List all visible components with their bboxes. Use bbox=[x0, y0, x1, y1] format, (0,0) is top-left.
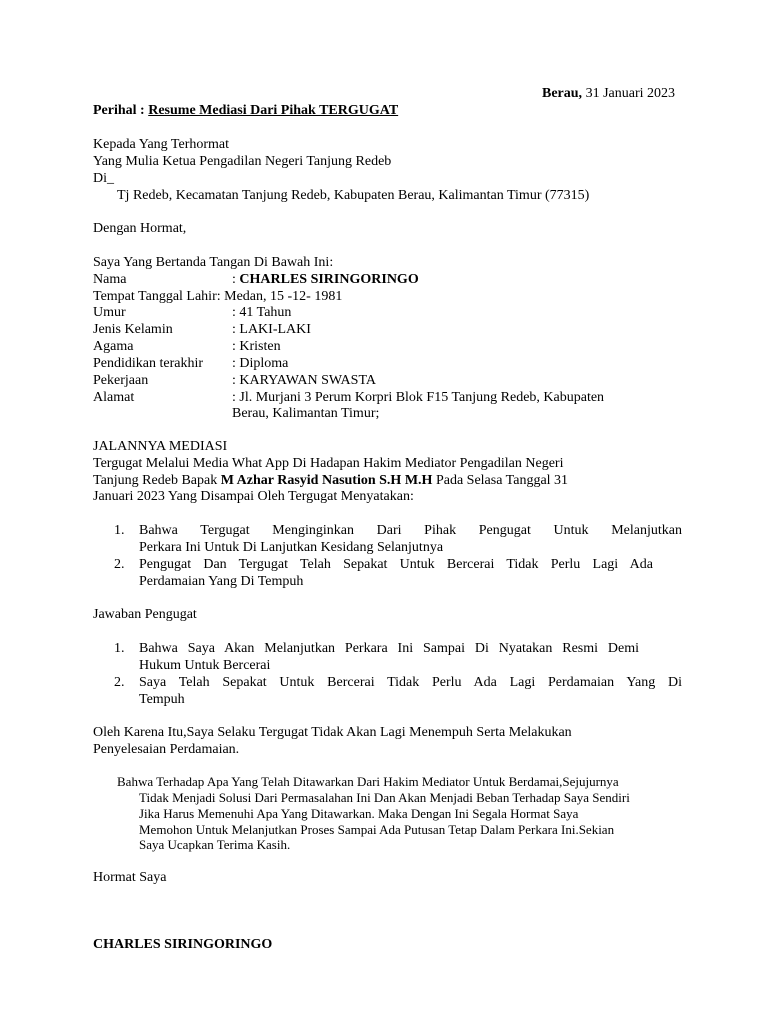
signatory-name: CHARLES SIRINGORINGO bbox=[93, 937, 273, 952]
field-label: Jenis Kelamin bbox=[93, 322, 173, 337]
mediation-para-line-1: Tergugat Melalui Media What App Di Hadapan Hakim Mediator Pengadilan Negeri bbox=[93, 456, 564, 471]
field-label: Nama bbox=[93, 272, 127, 287]
answer-heading: Jawaban Pengugat bbox=[93, 607, 197, 622]
field-umur bbox=[93, 305, 291, 322]
field-sep: : bbox=[232, 339, 240, 354]
field-sep: : bbox=[232, 356, 240, 371]
field-label: Tempat Tanggal Lahir bbox=[93, 289, 217, 304]
field-alamat bbox=[93, 390, 604, 407]
field-ttl bbox=[93, 289, 342, 306]
field-agama bbox=[93, 339, 281, 356]
list-item-line: Pengugat Dan Tergugat Telah Sepakat Untuk Bercerai Tidak Perlu Lagi Ada bbox=[139, 557, 653, 572]
subject-line bbox=[93, 103, 398, 120]
mediation-heading: JALANNYA MEDIASI bbox=[93, 439, 228, 454]
field-label: Pekerjaan bbox=[93, 373, 149, 388]
list-item-line: Perdamaian Yang Di Tempuh bbox=[139, 574, 304, 589]
list-number: 2. bbox=[114, 675, 125, 690]
field-alamat-cont: Berau, Kalimantan Timur; bbox=[232, 406, 380, 421]
mediation-para-line-3: Januari 2023 Yang Disampai Oleh Tergugat Menyatakan: bbox=[93, 489, 414, 504]
regards: Hormat Saya bbox=[93, 870, 167, 885]
field-value: KARYAWAN SWASTA bbox=[239, 373, 376, 388]
field-value: LAKI-LAKI bbox=[239, 322, 311, 337]
list-item-line: Perkara Ini Untuk Di Lanjutkan Kesidang Selanjutnya bbox=[139, 540, 444, 555]
field-nama bbox=[93, 272, 419, 289]
field-sep: : bbox=[216, 289, 225, 304]
closing-line-2: Tidak Menjadi Solusi Dari Permasalahan Ini Dan Akan Menjadi Beban Terhadap Saya Sendiri bbox=[139, 790, 630, 805]
subject-value: Resume Mediasi Dari Pihak TERGUGAT bbox=[148, 103, 399, 118]
field-sep: : bbox=[232, 390, 240, 405]
field-label: Alamat bbox=[93, 390, 135, 405]
field-sep: : bbox=[232, 373, 240, 388]
list-item-line: Saya Telah Sepakat Untuk Bercerai Tidak Perlu Ada Lagi Perdamaian Yang Di bbox=[139, 675, 682, 690]
mediation-para-line-2 bbox=[93, 473, 568, 490]
greeting: Dengan Hormat, bbox=[93, 221, 187, 236]
field-value: Kristen bbox=[239, 339, 281, 354]
subject-label: Perihal : bbox=[93, 103, 145, 118]
list-item-line: Tempuh bbox=[139, 692, 185, 707]
list-number: 1. bbox=[114, 641, 125, 656]
field-sep: : bbox=[232, 272, 240, 287]
addressee-line-3: Di_ bbox=[93, 171, 114, 186]
field-pekerjaan bbox=[93, 373, 376, 390]
field-jenis-kelamin bbox=[93, 322, 311, 339]
field-sep: : bbox=[232, 305, 240, 320]
mediation-text: Tanjung Redeb Bapak bbox=[93, 473, 221, 488]
list-number: 1. bbox=[114, 523, 125, 538]
field-value: CHARLES SIRINGORINGO bbox=[239, 272, 419, 287]
closing-line-1: Bahwa Terhadap Apa Yang Telah Ditawarkan Dari Hakim Mediator Untuk Berdamai,Sejujurnya bbox=[117, 774, 619, 789]
letter-date bbox=[0, 86, 675, 103]
identity-intro: Saya Yang Bertanda Tangan Di Bawah Ini: bbox=[93, 255, 334, 270]
field-value: 41 Tahun bbox=[239, 305, 292, 320]
addressee-line-2: Yang Mulia Ketua Pengadilan Negeri Tanjung Redeb bbox=[93, 154, 392, 169]
closing-line-5: Saya Ucapkan Terima Kasih. bbox=[139, 837, 291, 852]
field-value: Diploma bbox=[239, 356, 289, 371]
field-pendidikan bbox=[93, 356, 288, 373]
field-value: Medan, 15 -12- 1981 bbox=[224, 289, 343, 304]
conclusion-line-2: Penyelesaian Perdamaian. bbox=[93, 742, 240, 757]
list-item-line: Bahwa Tergugat Menginginkan Dari Pihak Pengugat Untuk Melanjutkan bbox=[139, 523, 682, 538]
date-place: Berau, bbox=[542, 86, 583, 101]
closing-line-4: Memohon Untuk Melanjutkan Proses Sampai Ada Putusan Tetap Dalam Perkara Ini.Sekian bbox=[139, 822, 615, 837]
mediation-text: Pada Selasa Tanggal 31 bbox=[432, 473, 569, 488]
field-value: Jl. Murjani 3 Perum Korpri Blok F15 Tanjung Redeb, Kabupaten bbox=[239, 390, 605, 405]
conclusion-line-1: Oleh Karena Itu,Saya Selaku Tergugat Tidak Akan Lagi Menempuh Serta Melakukan bbox=[93, 725, 572, 740]
field-sep: : bbox=[232, 322, 240, 337]
addressee-line-1: Kepada Yang Terhormat bbox=[93, 137, 230, 152]
closing-line-3: Jika Harus Memenuhi Apa Yang Ditawarkan. Maka Dengan Ini Segala Hormat Saya bbox=[139, 806, 579, 821]
field-label: Pendidikan terakhir bbox=[93, 356, 204, 371]
list-item-line: Hukum Untuk Bercerai bbox=[139, 658, 271, 673]
list-item-line: Bahwa Saya Akan Melanjutkan Perkara Ini Sampai Di Nyatakan Resmi Demi bbox=[139, 641, 639, 656]
field-label: Agama bbox=[93, 339, 134, 354]
field-label: Umur bbox=[93, 305, 126, 320]
list-number: 2. bbox=[114, 557, 125, 572]
mediator-name: M Azhar Rasyid Nasution S.H M.H bbox=[220, 473, 433, 488]
date-value: 31 Januari 2023 bbox=[585, 86, 675, 101]
addressee-line-4: Tj Redeb, Kecamatan Tanjung Redeb, Kabupaten Berau, Kalimantan Timur (77315) bbox=[117, 188, 590, 203]
